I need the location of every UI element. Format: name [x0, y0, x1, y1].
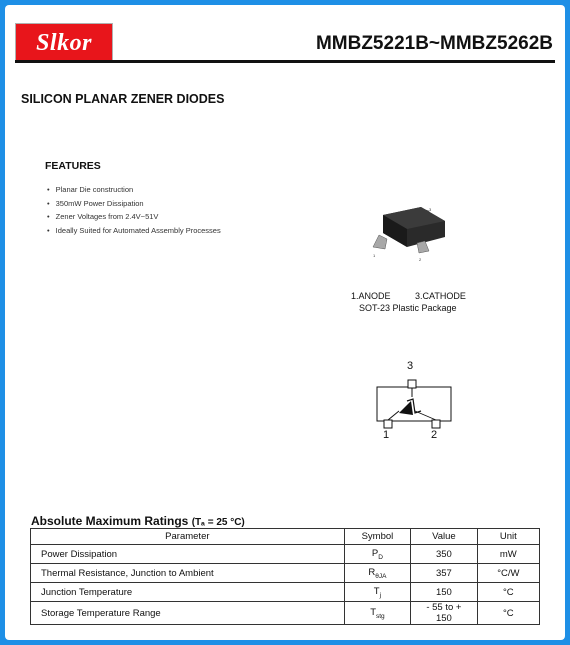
- column-header: Unit: [477, 529, 539, 545]
- ratings-condition: (Tₐ = 25 °C): [191, 517, 245, 528]
- symbol-cell: $R_{\theta JA}$: [344, 564, 410, 583]
- unit-cell: °C: [477, 583, 539, 602]
- brand-logo-text: Slkor: [36, 29, 92, 56]
- parameter-cell: Storage Temperature Range: [31, 602, 345, 625]
- table-header-row: [31, 529, 540, 545]
- pin1-label: 1.ANODE: [351, 291, 391, 301]
- schematic-pin-2: 2: [431, 429, 438, 441]
- parameter-cell: Power Dissipation: [31, 545, 345, 564]
- header-divider: [15, 60, 555, 63]
- schematic-pin-3: 3: [407, 360, 414, 372]
- table-row: [31, 564, 540, 583]
- column-header: Value: [411, 529, 477, 545]
- svg-text:2: 2: [419, 257, 422, 262]
- document-subtitle: SILICON PLANAR ZENER DIODES: [21, 92, 225, 106]
- symbol-cell: $P_D$: [344, 545, 410, 564]
- symbol-cell: $T_j$: [344, 583, 410, 602]
- feature-item: • 350mW Power Dissipation: [47, 197, 221, 211]
- brand-logo: [15, 23, 113, 63]
- feature-item: • Ideally Suited for Automated Assembly Processes: [47, 224, 221, 238]
- feature-item: • Zener Voltages from 2.4V~51V: [47, 210, 221, 224]
- feature-item: • Planar Die construction: [47, 183, 221, 197]
- value-cell: - 55 to + 150: [411, 602, 477, 625]
- ratings-heading: [31, 514, 245, 528]
- features-list: [47, 183, 221, 237]
- unit-cell: °C/W: [477, 564, 539, 583]
- schematic-pin-1: 1: [383, 429, 390, 441]
- table-row: [31, 545, 540, 564]
- sot23-package-image: [363, 201, 459, 271]
- value-cell: 150: [411, 583, 477, 602]
- table-row: [31, 602, 540, 625]
- svg-text:1: 1: [373, 253, 376, 258]
- value-cell: 350: [411, 545, 477, 564]
- parameter-cell: Thermal Resistance, Junction to Ambient: [31, 564, 345, 583]
- package-caption: SOT-23 Plastic Package: [359, 303, 457, 313]
- datasheet-page: [5, 5, 565, 640]
- pin-function-caption: [351, 291, 466, 301]
- part-number-title: MMBZ5221B~MMBZ5262B: [315, 33, 553, 54]
- ratings-title-text: Absolute Maximum Ratings: [31, 514, 189, 528]
- value-cell: 357: [411, 564, 477, 583]
- pin3-label: 3.CATHODE: [415, 291, 466, 301]
- features-heading: FEATURES: [45, 160, 101, 172]
- unit-cell: mW: [477, 545, 539, 564]
- unit-cell: °C: [477, 602, 539, 625]
- column-header: Symbol: [344, 529, 410, 545]
- absolute-max-ratings-table: [30, 528, 540, 625]
- parameter-cell: Junction Temperature: [31, 583, 345, 602]
- symbol-cell: $T_{stg}$: [344, 602, 410, 625]
- table-row: [31, 583, 540, 602]
- column-header: Parameter: [31, 529, 345, 545]
- svg-text:3: 3: [429, 207, 432, 212]
